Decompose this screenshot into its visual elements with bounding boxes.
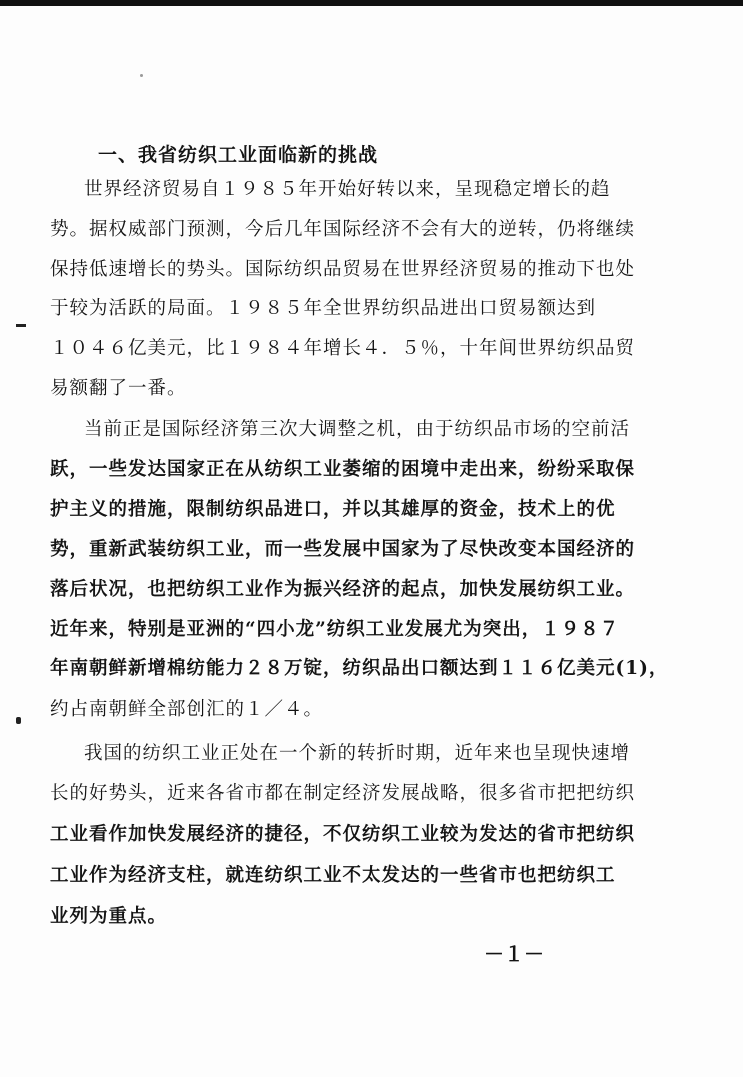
body-line: １０４６亿美元，比１９８４年增长４．５％，十年间世界纺织品贸 bbox=[50, 338, 636, 359]
body-line: 势，重新武装纺织工业，而一些发展中国家为了尽快改变本国经济的 bbox=[50, 539, 636, 560]
body-line: 业列为重点。 bbox=[50, 906, 168, 927]
body-line: 当前正是国际经济第三次大调整之机，由于纺织品市场的空前活 bbox=[84, 419, 631, 440]
body-line: 长的好势头，近来各省市都在制定经济发展战略，很多省市把把纺织 bbox=[50, 783, 636, 804]
scan-speck-left-lower bbox=[16, 717, 21, 724]
body-line: 世界经济贸易自１９８５年开始好转以来，呈现稳定增长的趋 bbox=[84, 179, 611, 200]
body-line: 年南朝鲜新增棉纺能力２８万锭，纺织品出口额达到１１６亿美元(1)， bbox=[50, 658, 669, 679]
body-line: 我国的纺织工业正处在一个新的转折时期，近年来也呈现快速增 bbox=[84, 743, 631, 764]
body-line: 势。据权威部门预测，今后几年国际经济不会有大的逆转，仍将继续 bbox=[50, 219, 636, 240]
body-line: 近年来，特别是亚洲的“四小龙”纺织工业发展尤为突出，１９８７ bbox=[50, 619, 620, 640]
body-line: 于较为活跃的局面。１９８５年全世界纺织品进出口贸易额达到 bbox=[50, 298, 597, 319]
body-line: 工业作为经济支柱，就连纺织工业不太发达的一些省市也把纺织工 bbox=[50, 865, 616, 886]
section-heading: 一、我省纺织工业面临新的挑战 bbox=[98, 144, 379, 166]
body-line: 易额翻了一番。 bbox=[50, 378, 187, 399]
body-line: 护主义的措施，限制纺织品进口，并以其雄厚的资金，技术上的优 bbox=[50, 499, 616, 520]
top-border-rule bbox=[0, 0, 743, 6]
body-line: 落后状况，也把纺织工业作为振兴经济的起点，加快发展纺织工业。 bbox=[50, 579, 636, 600]
body-line: 约占南朝鲜全部创汇的１／４。 bbox=[50, 699, 324, 720]
page-number: －１－ bbox=[484, 942, 544, 966]
body-line: 工业看作加快发展经济的捷径，不仅纺织工业较为发达的省市把纺织 bbox=[50, 824, 636, 845]
scan-speck-top bbox=[140, 74, 143, 77]
body-line: 保持低速增长的势头。国际纺织品贸易在世界经济贸易的推动下也处 bbox=[50, 259, 636, 280]
scan-speck-left-upper bbox=[16, 324, 26, 327]
body-line: 跃，一些发达国家正在从纺织工业萎缩的困境中走出来，纷纷采取保 bbox=[50, 459, 636, 480]
